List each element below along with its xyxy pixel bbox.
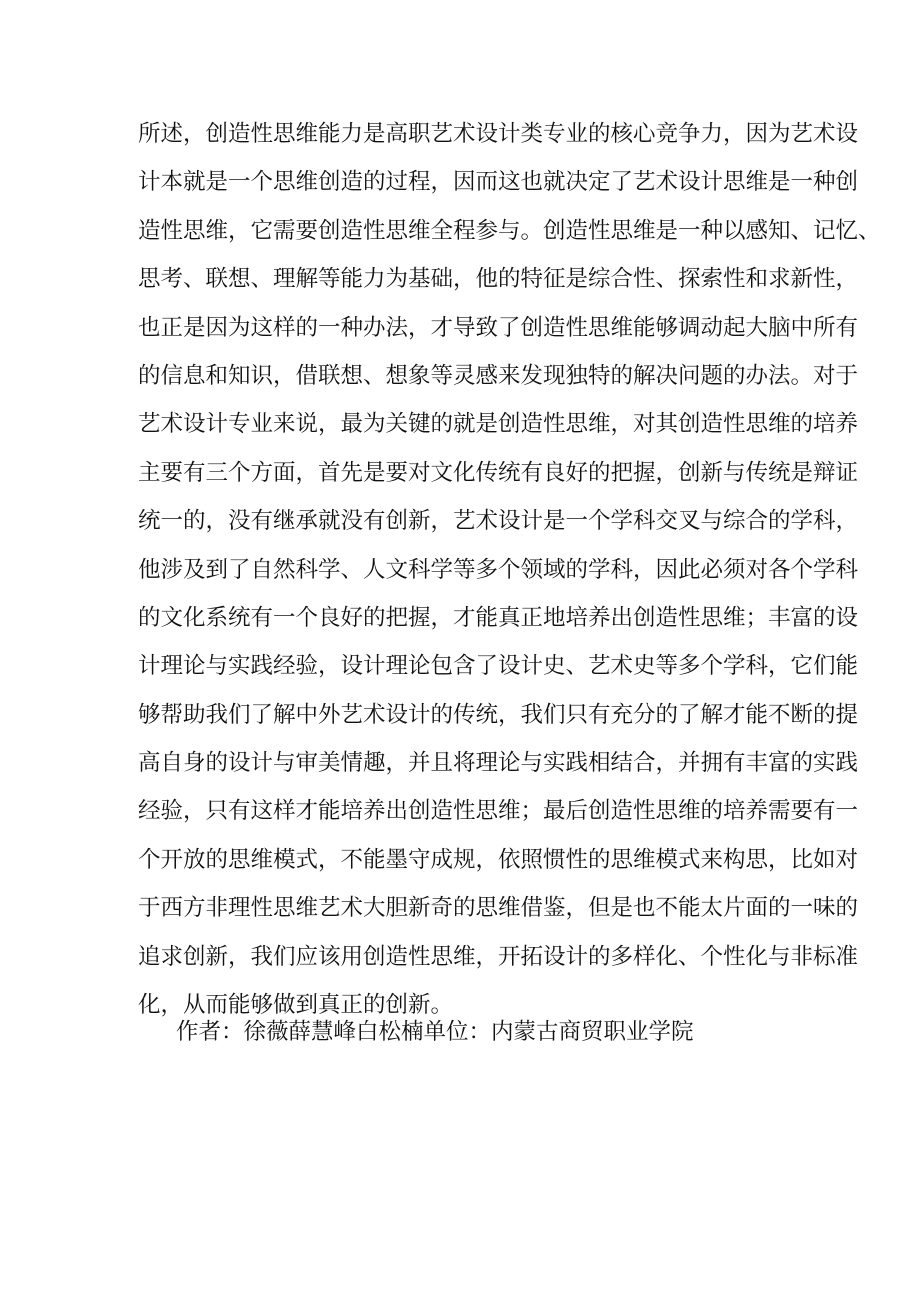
author-affiliation-line: 作者：徐薇薛慧峰白松楠单位：内蒙古商贸职业学院 [176, 1019, 694, 1045]
body-line: 个开放的思维模式，不能墨守成规，依照惯性的思维模式来构思，比如对 [138, 846, 859, 873]
body-line: 于西方非理性思维艺术大胆新奇的思维借鉴，但是也不能太片面的一味的 [138, 895, 859, 922]
body-line: 的信息和知识，借联想、想象等灵感来发现独特的解决问题的办法。对于 [138, 362, 859, 389]
body-line-last: 化，从而能够做到真正的创新。 [138, 992, 454, 1019]
body-paragraph [138, 110, 881, 1029]
body-line: 思考、联想、理解等能力为基础，他的特征是综合性、探索性和求新性， [138, 266, 859, 293]
body-line: 所述，创造性思维能力是高职艺术设计类专业的核心竞争力，因为艺术设 [138, 121, 859, 147]
body-line: 也正是因为这样的一种办法，才导致了创造性思维能够调动起大脑中所有 [138, 314, 859, 341]
body-line: 造性思维，它需要创造性思维全程参与。创造性思维是一种以感知、记忆、 [138, 217, 881, 244]
body-line: 计理论与实践经验，设计理论包含了设计史、艺术史等多个学科，它们能 [138, 653, 859, 680]
body-line: 的文化系统有一个良好的把握，才能真正地培养出创造性思维；丰富的设 [138, 604, 859, 631]
body-line: 艺术设计专业来说，最为关键的就是创造性思维，对其创造性思维的培养 [138, 411, 859, 438]
body-line: 统一的，没有继承就没有创新，艺术设计是一个学科交叉与综合的学科， [138, 508, 859, 535]
body-line: 经验，只有这样才能培养出创造性思维；最后创造性思维的培养需要有一 [138, 798, 859, 825]
body-line: 他涉及到了自然科学、人文科学等多个领域的学科，因此必须对各个学科 [138, 556, 859, 583]
body-line: 高自身的设计与审美情趣，并且将理论与实践相结合，并拥有丰富的实践 [138, 750, 859, 777]
body-line: 追求创新，我们应该用创造性思维，开拓设计的多样化、个性化与非标准 [138, 943, 859, 970]
body-line: 主要有三个方面，首先是要对文化传统有良好的把握，创新与传统是辩证 [138, 459, 859, 486]
body-line: 计本就是一个思维创造的过程，因而这也就决定了艺术设计思维是一种创 [138, 169, 859, 196]
body-line: 够帮助我们了解中外艺术设计的传统，我们只有充分的了解才能不断的提 [138, 701, 859, 728]
